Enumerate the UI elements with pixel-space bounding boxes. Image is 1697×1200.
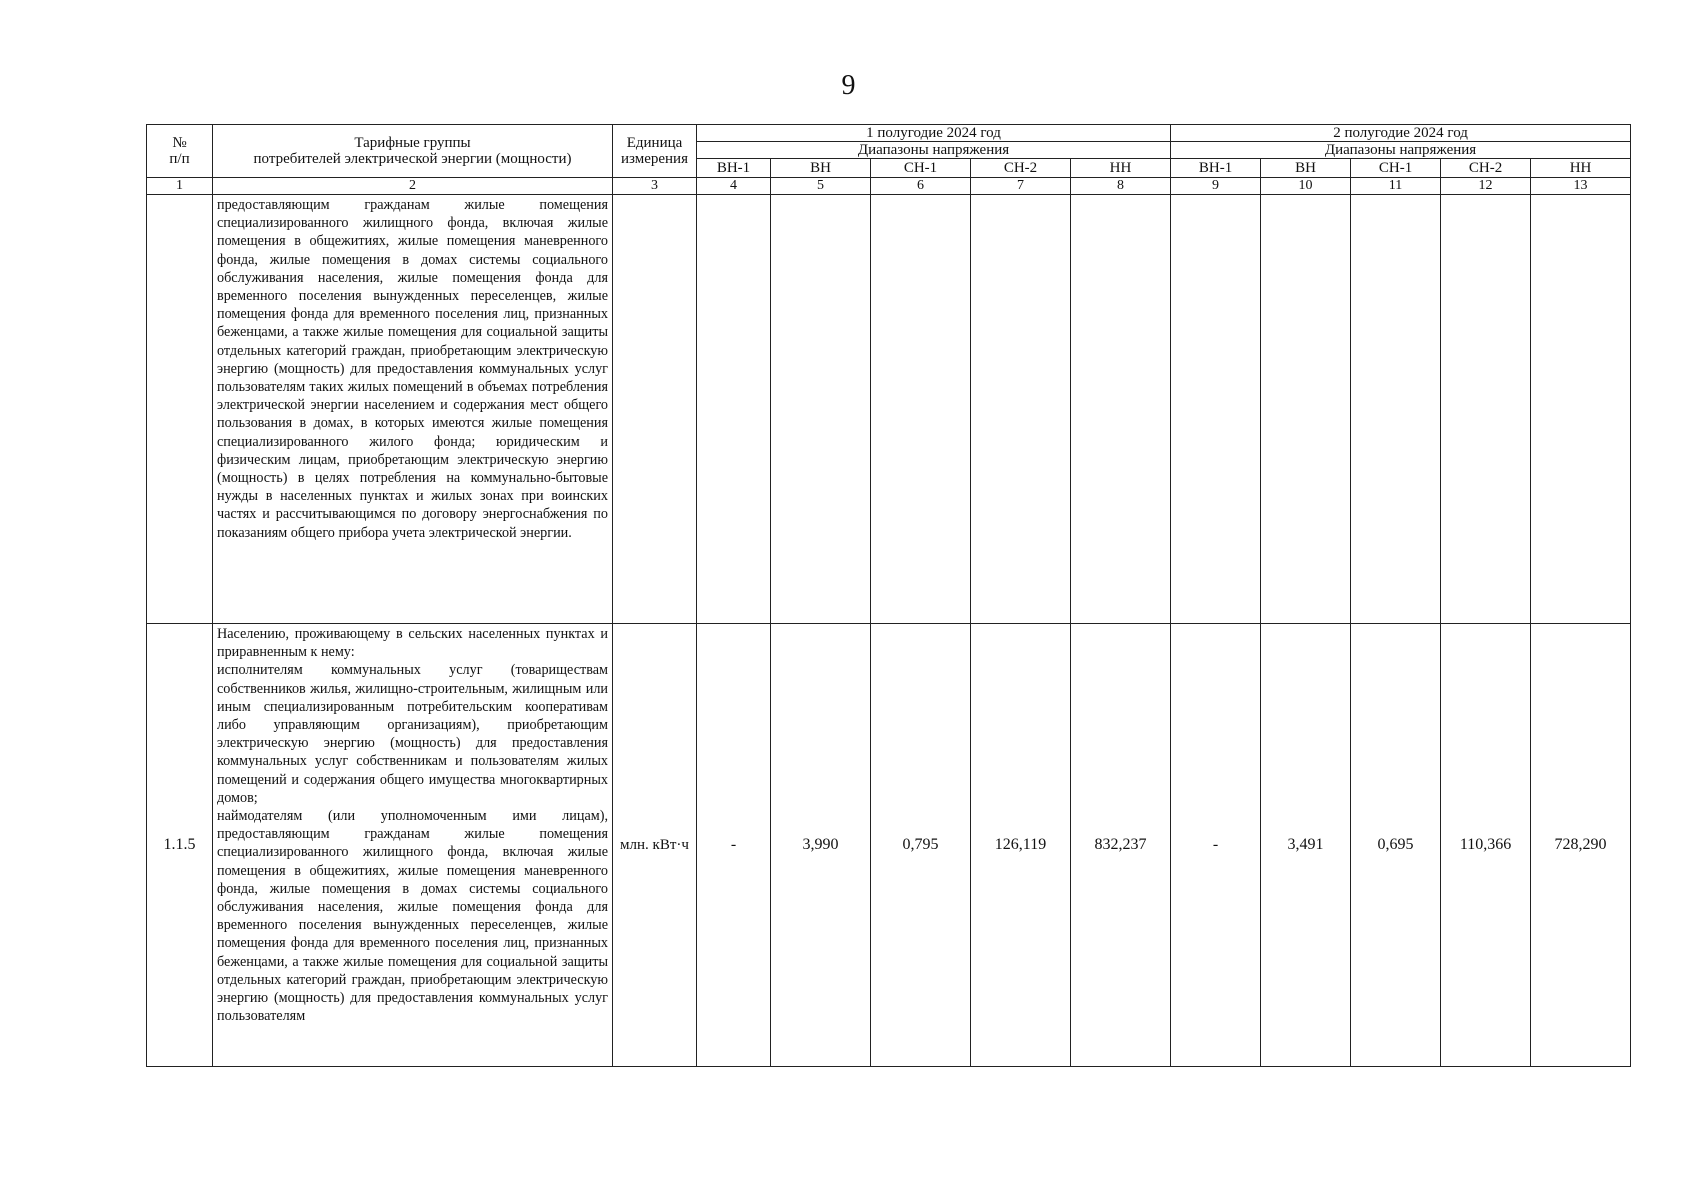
header-sn1-h1: СН-1	[871, 159, 971, 178]
value-cell: 110,366	[1441, 624, 1531, 1067]
value-cell	[1071, 195, 1171, 624]
column-number: 9	[1171, 178, 1261, 195]
header-half1: 1 полугодие 2024 год	[697, 125, 1171, 142]
header-sn2-h2: СН-2	[1441, 159, 1531, 178]
header-sn2-h1: СН-2	[971, 159, 1071, 178]
column-number: 3	[613, 178, 697, 195]
value-cell	[1441, 195, 1531, 624]
table-row	[147, 624, 1631, 1067]
tariff-table	[146, 124, 1631, 1067]
value-cell: -	[697, 624, 771, 1067]
header-vn-h2: ВН	[1261, 159, 1351, 178]
header-vn1-h2: ВН-1	[1171, 159, 1261, 178]
value-cell: 3,491	[1261, 624, 1351, 1067]
value-cell: -	[1171, 624, 1261, 1067]
header-vn-h1: ВН	[771, 159, 871, 178]
value-cell	[1171, 195, 1261, 624]
unit-cell	[613, 195, 697, 624]
header-unit: Единица измерения	[613, 125, 697, 178]
value-cell: 126,119	[971, 624, 1071, 1067]
row-number	[147, 195, 213, 624]
column-number: 11	[1351, 178, 1441, 195]
row-number: 1.1.5	[147, 624, 213, 1067]
column-number: 4	[697, 178, 771, 195]
column-number-row	[147, 178, 1631, 195]
value-cell: 0,695	[1351, 624, 1441, 1067]
header-sn1-h2: СН-1	[1351, 159, 1441, 178]
column-number: 8	[1071, 178, 1171, 195]
value-cell	[971, 195, 1071, 624]
header-nn-h1: НН	[1071, 159, 1171, 178]
value-cell: 728,290	[1531, 624, 1631, 1067]
tariff-group-description: Населению, проживающему в сельских населенных пунктах и приравненным к нему: исполнителям коммунальных услуг (товариществам собственников жилья, жилищно-строительным, жилищным или иным специализированным потребительским кооперативам либо управляющим организациям), приобретающим электрическую энергию (мощность) для предоставления коммунальных услуг собственникам и пользователям жилых помещений и содержания общего имущества многоквартирных домов; наймодателям (или уполномоченным ими лицам), предоставляющим гражданам жилые помещения специализированного жилищного фонда, включая жилые помещения в общежитиях, жилые помещения маневренного фонда, жилые помещения в домах системы социального обслуживания населения, жилые помещения фонда для временного поселения вынужденных переселенцев, жилые помещения фонда для временного поселения лиц, признанных беженцами, а также жилые помещения для социальной защиты отдельных категорий граждан, приобретающим электрическую энергию (мощность) для предоставления коммунальных услуг пользователям	[213, 624, 613, 1067]
column-number: 6	[871, 178, 971, 195]
value-cell	[1261, 195, 1351, 624]
value-cell: 832,237	[1071, 624, 1171, 1067]
column-number: 1	[147, 178, 213, 195]
header-ranges-half2: Диапазоны напряжения	[1171, 142, 1631, 159]
value-cell	[871, 195, 971, 624]
value-cell	[771, 195, 871, 624]
header-no: № п/п	[147, 125, 213, 178]
column-number: 7	[971, 178, 1071, 195]
header-row-1	[147, 125, 1631, 142]
column-number: 10	[1261, 178, 1351, 195]
header-ranges-half1: Диапазоны напряжения	[697, 142, 1171, 159]
column-number: 5	[771, 178, 871, 195]
column-number: 2	[213, 178, 613, 195]
value-cell	[697, 195, 771, 624]
header-half2: 2 полугодие 2024 год	[1171, 125, 1631, 142]
value-cell	[1351, 195, 1441, 624]
page-number: 9	[841, 70, 856, 101]
tariff-group-description: предоставляющим гражданам жилые помещения специализированного жилищного фонда, включая жилые помещения в общежитиях, жилые помещения маневренного фонда, жилые помещения в домах системы социального обслуживания населения, жилые помещения фонда для временного поселения вынужденных переселенцев, жилые помещения фонда для временного поселения лиц, признанных беженцами, а также жилые помещения для социальной защиты отдельных категорий граждан, приобретающим электрическую энергию (мощность) для предоставления коммунальных услуг пользователям таких жилых помещений в объемах потребления электрической энергии населением и содержания мест общего пользования в домах, в которых имеются жилые помещения специализированного жилого фонда; юридическим и физическим лицам, приобретающим электрическую энергию (мощность) в целях потребления на коммунально-бытовые нужды в населенных пунктах и жилых зонах при воинских частях и рассчитывающимся по договору энергоснабжения по показаниям общего прибора учета электрической энергии.	[213, 195, 613, 624]
value-cell: 0,795	[871, 624, 971, 1067]
unit-cell: млн. кВт·ч	[613, 624, 697, 1067]
column-number: 12	[1441, 178, 1531, 195]
column-number: 13	[1531, 178, 1631, 195]
value-cell: 3,990	[771, 624, 871, 1067]
header-nn-h2: НН	[1531, 159, 1631, 178]
header-tariff-groups: Тарифные группы потребителей электрической энергии (мощности)	[213, 125, 613, 178]
table-row	[147, 195, 1631, 624]
value-cell	[1531, 195, 1631, 624]
header-vn1-h1: ВН-1	[697, 159, 771, 178]
